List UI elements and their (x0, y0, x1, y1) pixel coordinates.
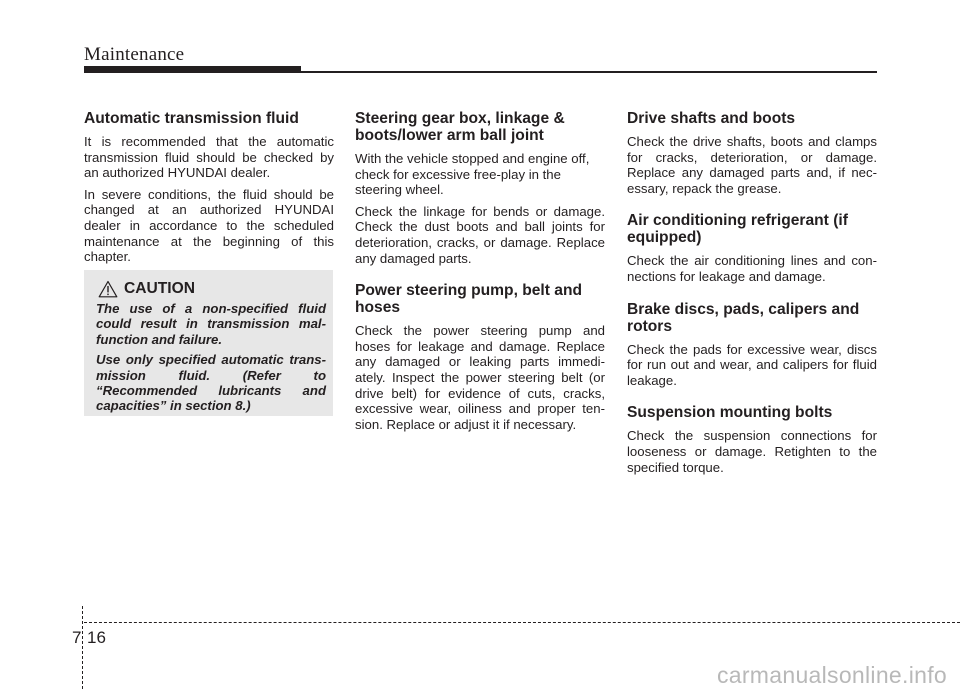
footer-dashed-rule (84, 622, 960, 623)
watermark-text: carmanualsonline.info (716, 662, 947, 688)
paragraph-suspension: Check the suspension connections for looseness or damage. Retighten to the specified torque. (627, 428, 877, 475)
section-heading-ac-refrigerant: Air conditioning refrigerant (if equipped) (627, 212, 848, 247)
page-header-title: Maintenance (84, 44, 185, 65)
section-heading-steering: Steering gear box, linkage & boots/lower arm ball joint (355, 110, 565, 144)
paragraph-drive-shafts: Check the drive shafts, boots and clamps for cracks, deterioration, or damage. Replace any damaged parts and, if nec- essary, repack the grease. (627, 134, 877, 196)
paragraph-ac-refrigerant: Check the air conditioning lines and con- nections for leakage and damage. (627, 253, 877, 284)
warning-triangle-icon (98, 280, 118, 298)
paragraph-steering-linkage: Check the linkage for bends or damage. Check the dust boots and ball joints for deterioration, cracks, or damage. Replace any damaged parts. (355, 203, 605, 266)
footer-dashed-divider (82, 606, 83, 689)
caution-text-1: The use of a non-specified fluid could result in transmission mal- function and failure. (96, 301, 326, 347)
caution-header (98, 278, 326, 300)
section-heading-power-steering: Power steering pump, belt and hoses (355, 282, 583, 317)
caution-text-2: Use only specified automatic trans- mission fluid. (Refer to “Recommended lubricants and capacities” in section 8.) (96, 352, 326, 414)
paragraph-steering-freeplay: With the vehicle stopped and engine off, check for excessive free-play in the steering wheel. (355, 151, 590, 198)
column-right (627, 110, 877, 481)
paragraph-atf-severe: In severe conditions, the fluid should be changed at an authorized HYUNDAI dealer in accordance to the scheduled maintenance at the beginning of this chapter. (84, 186, 334, 265)
paragraph-brakes: Check the pads for excessive wear, discs for run out and wear, and calipers for fluid leakage. (627, 341, 877, 388)
paragraph-atf-check: It is recommended that the automatic transmission fluid should be checked by an authorized HYUNDAI dealer. (84, 134, 334, 181)
section-heading-drive-shafts: Drive shafts and boots (627, 110, 796, 127)
header-rule-thick (84, 66, 301, 73)
section-heading-atf: Automatic transmission fluid (84, 110, 299, 127)
paragraph-power-steering: Check the power steering pump and hoses for leakage and damage. Replace any damaged or leaking parts immedi- ately. Inspect the power steering belt (or drive belt) for evidence of cuts, cracks, excessive wear, oiliness and proper ten- sion. Replace or adjust it if necessary. (355, 323, 605, 432)
section-heading-suspension: Suspension mounting bolts (627, 404, 833, 422)
caution-box (84, 270, 333, 416)
column-middle (355, 110, 605, 438)
page-chapter-number: 7 (72, 628, 82, 647)
column-left (84, 110, 334, 271)
caution-title: CAUTION (124, 280, 196, 297)
header-rule-thin (301, 71, 877, 73)
page-number: 16 (87, 628, 106, 647)
section-heading-brakes: Brake discs, pads, calipers and rotors (627, 300, 860, 335)
